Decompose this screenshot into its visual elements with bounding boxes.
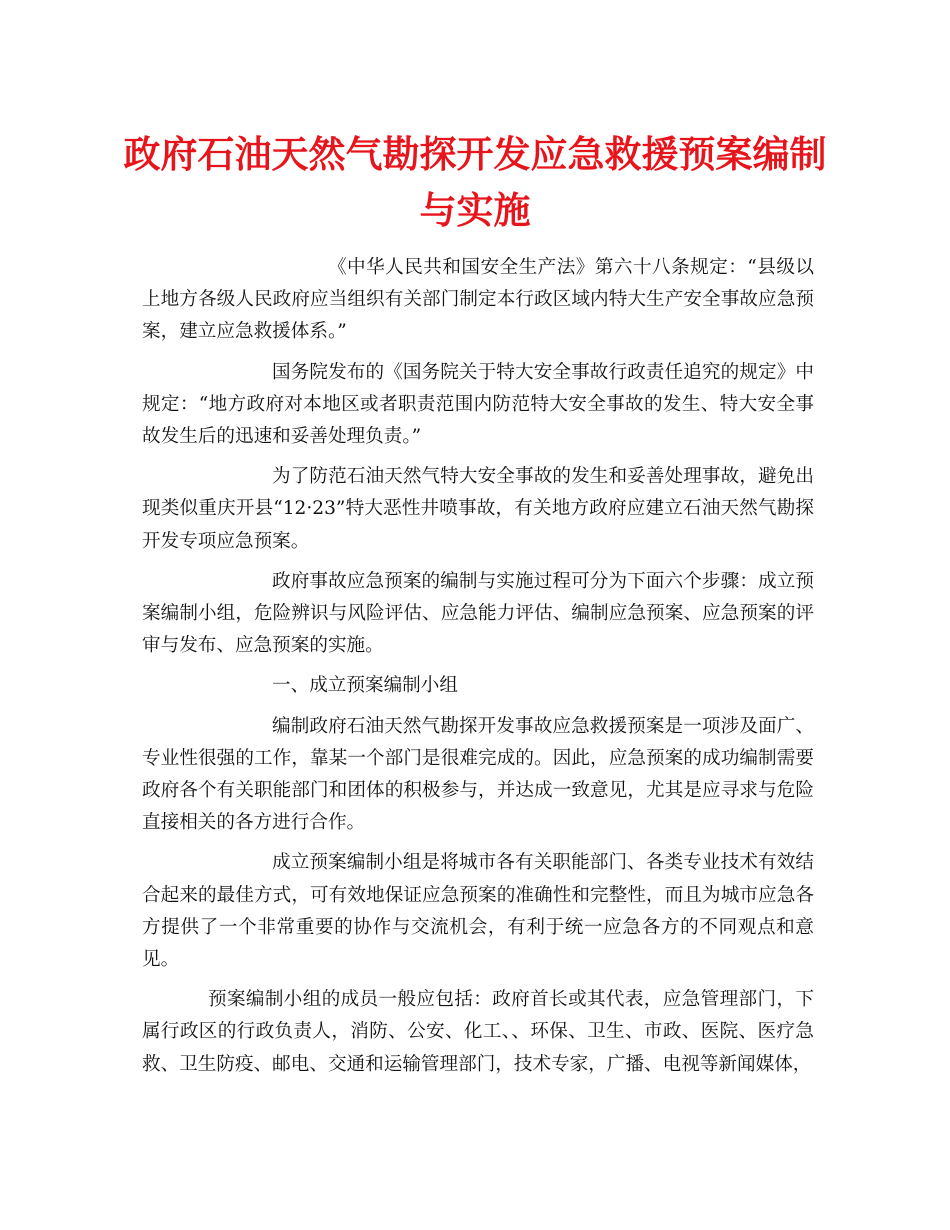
document-body [142, 252, 814, 1089]
paragraph-state-council: 国务院发布的《国务院关于特大安全事故行政责任追究的规定》中规定：“地方政府对本地区或者职责范围内防范特大安全事故的发生、特大安全事故发生后的迅速和妥善处理负责。” [142, 361, 814, 448]
paragraph-compilation: 编制政府石油天然气勘探开发事故应急救援预案是一项涉及面广、专业性很强的工作，靠某一个部门是很难完成的。因此，应急预案的成功编制需要政府各个有关职能部门和团体的积极参与，并达成一致意见，尤其是应寻求与危险直接相关的各方进行合作。 [142, 715, 814, 834]
paragraph-six-steps: 政府事故应急预案的编制与实施过程可分为下面六个步骤：成立预案编制小组，危险辨识与风险评估、应急能力评估、编制应急预案、应急预案的评审与发布、应急预案的实施。 [142, 570, 814, 657]
paragraph-safety-law: 《中华人民共和国安全生产法》第六十八条规定：“县级以上地方各级人民政府应当组织有关部门制定本行政区域内特大生产安全事故应急预案，建立应急救援体系。” [142, 257, 814, 343]
paragraph-prevention: 为了防范石油天然气特大安全事故的发生和妥善处理事故，避免出现类似重庆开县“12·23”特大恶性井喷事故，有关地方政府应建立石油天然气勘探开发专项应急预案。 [142, 466, 814, 552]
section-heading-1: 一、成立预案编制小组 [272, 675, 458, 697]
document-title: 政府石油天然气勘探开发应急救援预案编制与实施 [123, 132, 827, 232]
paragraph-team-members: 预案编制小组的成员一般应包括：政府首长或其代表，应急管理部门，下属行政区的行政负责人，消防、公安、化工、、环保、卫生、市政、医院、医疗急救、卫生防疫、邮电、交通和运输管理部门，技术专家，广播、电视等新闻媒体， [142, 989, 814, 1075]
paragraph-team-formation: 成立预案编制小组是将城市各有关职能部门、各类专业技术有效结合起来的最佳方式，可有效地保证应急预案的准确性和完整性，而且为城市应急各方提供了一个非常重要的协作与交流机会，有利于统一应急各方的不同观点和意见。 [142, 852, 814, 971]
